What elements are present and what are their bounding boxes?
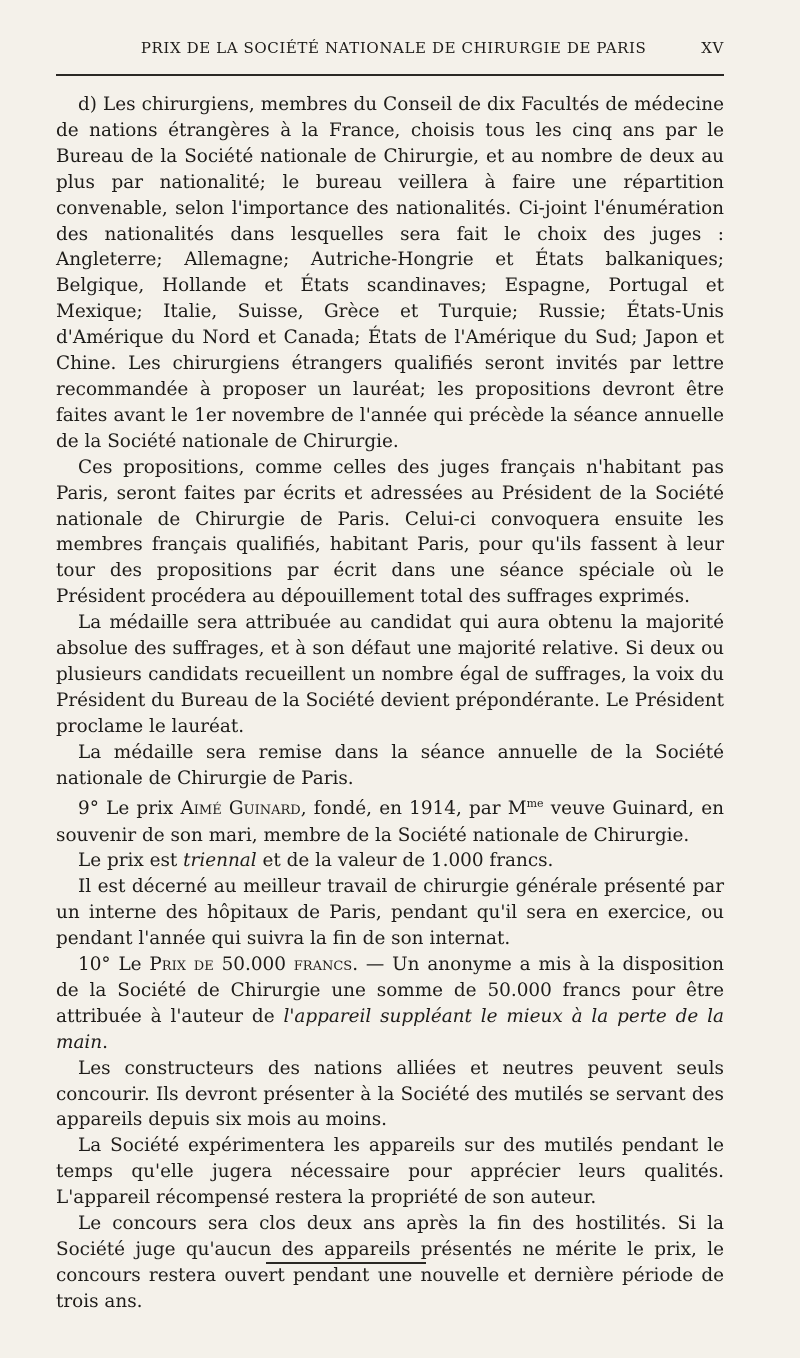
paragraph-triennal: Le prix est triennal et de la valeur de 1.000 francs. <box>78 850 554 872</box>
paragraph-experimentation: La Société expérimentera les appareils sur des mutilés pendant le temps qu'elle jugera nécessaire pour apprécier leurs qualités. L'appareil récompensé restera la propriété de son auteur. <box>56 1135 724 1209</box>
paragraph-judges-foreign: d) Les chirurgiens, membres du Conseil de dix Facultés de médecine de nations étrangères à la France, choisis tous les cinq ans par le Bureau de la Société nationale de Chirurgie, et au nombre de deux au plus par nationalité; le bureau veillera à faire une répartition convenable, selon l'importance des nationalités. Ci-joint l'énumération des nationalités dans lesquelles sera fait le choix des juges : Angleterre; Allemagne; Autriche-Hongrie et États balkaniques; Belgique, Hollande et États scandinaves; Espagne, Portugal et Mexique; Italie, Suisse, Grèce et Turquie; Russie; États-Unis d'Amérique du Nord et Canada; États de l'Amérique du Sud; Japon et Chine. Les chirurgiens étrangers qualifiés seront invités par lettre recommandée à proposer un lauréat; les propositions devront être faites avant le 1er novembre de l'année qui précède la séance annuelle de la Société nationale de Chirurgie. <box>56 94 724 452</box>
paragraph-award-criteria: Il est décerné au meilleur travail de chirurgie générale présenté par un interne des hôpitaux de Paris, pendant qu'il sera en exercice, ou pendant l'année qui suivra la fin de son internat. <box>56 876 724 950</box>
paragraph-constructors: Les constructeurs des nations alliées et neutres peuvent seuls concourir. Ils devront présenter à la Société des mutilés se servant des appareils depuis six mois au moins. <box>56 1057 724 1131</box>
paragraph-medal-delivery: La médaille sera remise dans la séance annuelle de la Société nationale de Chirurgie de Paris. <box>56 741 724 789</box>
paragraph-prix-50000: 10° Le Prix de 50.000 francs. — Un anonyme a mis à la disposition de la Société de Chirurgie une somme de 50.000 francs pour être attribuée à l'auteur de l'appareil suppléant le mieux à la perte de la main. <box>56 954 725 1053</box>
paragraph-majority: La médaille sera attribuée au candidat qui aura obtenu la majorité absolue des suffrages, et à son défaut une majorité relative. Si deux ou plusieurs candidats recueillent un nombre égal de suffrages, la voix du Président du Bureau de la Société devient prépondérante. Le Président proclame le lauréat. <box>56 612 724 737</box>
paragraph-propositions: Ces propositions, comme celles des juges français n'habitant pas Paris, seront faites par écrits et adressées au Président de la Société nationale de Chirurgie de Paris. Celui-ci convoquera ensuite les membres français qualifiés, habitant Paris, pour qu'ils fassent à leur tour des propositions par écrit dans une séance spéciale où le Président procédera au dépouillement total des suffrages exprimés. <box>56 456 724 608</box>
header-rule <box>56 74 724 76</box>
end-rule <box>266 1262 426 1264</box>
prize-name-50000: Prix de 50.000 francs <box>149 954 353 976</box>
running-header <box>56 36 724 60</box>
page-title: PRIX DE LA SOCIÉTÉ NATIONALE DE CHIRURGIE DE PARIS <box>140 39 647 57</box>
page-number: XV <box>701 39 724 57</box>
paragraph-prix-guinard: 9° Le prix Aimé Guinard, fondé, en 1914, par $M^{me}$ veuve Guinard, en souvenir de son mari, membre de la Société nationale de Chirurgie. <box>56 797 724 846</box>
prize-name-guinard: Aimé Guinard <box>180 798 301 820</box>
body-text <box>56 92 724 1315</box>
paragraph-closing: Le concours sera clos deux ans après la fin des hostilités. Si la Société juge qu'aucun des appareils présentés ne mérite le prix, le concours restera ouvert pendant une nouvelle et dernière période de trois ans. <box>56 1213 724 1312</box>
